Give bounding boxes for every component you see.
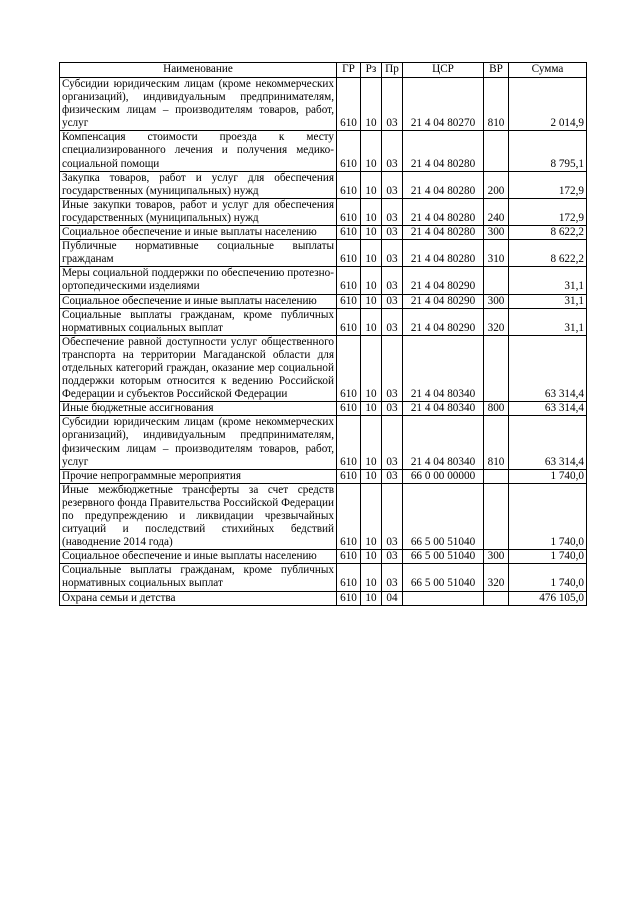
cell-pr: 03 bbox=[382, 483, 403, 549]
cell-vr: 300 bbox=[484, 550, 509, 564]
table-row bbox=[60, 335, 587, 401]
table-row bbox=[60, 416, 587, 469]
header-gr: ГР bbox=[337, 63, 361, 78]
cell-sum: 1 740,0 bbox=[509, 483, 587, 549]
table-row bbox=[60, 469, 587, 483]
cell-vr bbox=[484, 591, 509, 605]
table-row bbox=[60, 267, 587, 294]
cell-csr: 21 4 04 80280 bbox=[403, 198, 484, 225]
cell-rz: 10 bbox=[361, 335, 382, 401]
cell-sum: 63 314,4 bbox=[509, 335, 587, 401]
cell-pr: 03 bbox=[382, 171, 403, 198]
cell-gr: 610 bbox=[337, 171, 361, 198]
cell-vr: 800 bbox=[484, 402, 509, 416]
cell-name: Социальное обеспечение и иные выплаты населению bbox=[60, 294, 337, 308]
cell-rz: 10 bbox=[361, 469, 382, 483]
cell-vr: 240 bbox=[484, 198, 509, 225]
table-row bbox=[60, 171, 587, 198]
cell-gr: 610 bbox=[337, 131, 361, 171]
cell-name: Социальное обеспечение и иные выплаты населению bbox=[60, 550, 337, 564]
cell-csr: 21 4 04 80340 bbox=[403, 335, 484, 401]
cell-sum: 172,9 bbox=[509, 171, 587, 198]
table-row bbox=[60, 131, 587, 171]
cell-csr: 21 4 04 80280 bbox=[403, 171, 484, 198]
cell-vr: 300 bbox=[484, 294, 509, 308]
cell-name: Иные межбюджетные трансферты за счет средств резервного фонда Правительства Российской Федерации по предупреждению и ликвидации чрезвычайных ситуаций и последствий стихийных бедствий (наводнение 2014 года) bbox=[60, 483, 337, 549]
cell-gr: 610 bbox=[337, 198, 361, 225]
cell-name: Публичные нормативные социальные выплаты гражданам bbox=[60, 240, 337, 267]
table-header-row bbox=[60, 63, 587, 78]
table-row bbox=[60, 308, 587, 335]
cell-csr: 66 5 00 51040 bbox=[403, 483, 484, 549]
cell-name: Компенсация стоимости проезда к месту специализированного лечения и получения медико-социальной помощи bbox=[60, 131, 337, 171]
cell-sum: 31,1 bbox=[509, 267, 587, 294]
cell-sum: 8 795,1 bbox=[509, 131, 587, 171]
cell-sum: 8 622,2 bbox=[509, 240, 587, 267]
cell-rz: 10 bbox=[361, 416, 382, 469]
table-row bbox=[60, 294, 587, 308]
cell-csr: 21 4 04 80290 bbox=[403, 267, 484, 294]
cell-sum: 8 622,2 bbox=[509, 226, 587, 240]
cell-pr: 03 bbox=[382, 240, 403, 267]
cell-rz: 10 bbox=[361, 226, 382, 240]
cell-csr: 21 4 04 80280 bbox=[403, 226, 484, 240]
cell-sum: 1 740,0 bbox=[509, 469, 587, 483]
cell-rz: 10 bbox=[361, 591, 382, 605]
cell-name: Социальные выплаты гражданам, кроме публичных нормативных социальных выплат bbox=[60, 308, 337, 335]
cell-sum: 2 014,9 bbox=[509, 78, 587, 131]
cell-csr: 21 4 04 80290 bbox=[403, 308, 484, 335]
cell-csr: 21 4 04 80340 bbox=[403, 402, 484, 416]
table-row bbox=[60, 78, 587, 131]
cell-pr: 03 bbox=[382, 550, 403, 564]
cell-vr: 300 bbox=[484, 226, 509, 240]
cell-gr: 610 bbox=[337, 550, 361, 564]
cell-pr: 03 bbox=[382, 198, 403, 225]
header-csr: ЦСР bbox=[403, 63, 484, 78]
cell-pr: 03 bbox=[382, 335, 403, 401]
cell-rz: 10 bbox=[361, 198, 382, 225]
cell-sum: 63 314,4 bbox=[509, 416, 587, 469]
cell-name: Социальное обеспечение и иные выплаты населению bbox=[60, 226, 337, 240]
cell-sum: 31,1 bbox=[509, 294, 587, 308]
cell-pr: 03 bbox=[382, 416, 403, 469]
table-row bbox=[60, 550, 587, 564]
cell-name: Иные закупки товаров, работ и услуг для обеспечения государственных (муниципальных) нужд bbox=[60, 198, 337, 225]
cell-gr: 610 bbox=[337, 294, 361, 308]
cell-rz: 10 bbox=[361, 131, 382, 171]
cell-name: Иные бюджетные ассигнования bbox=[60, 402, 337, 416]
cell-sum: 172,9 bbox=[509, 198, 587, 225]
cell-name: Социальные выплаты гражданам, кроме публичных нормативных социальных выплат bbox=[60, 564, 337, 591]
cell-gr: 610 bbox=[337, 226, 361, 240]
cell-vr: 310 bbox=[484, 240, 509, 267]
cell-sum: 31,1 bbox=[509, 308, 587, 335]
cell-name: Охрана семьи и детства bbox=[60, 591, 337, 605]
cell-vr bbox=[484, 469, 509, 483]
cell-vr: 320 bbox=[484, 308, 509, 335]
cell-csr bbox=[403, 591, 484, 605]
header-rz: Рз bbox=[361, 63, 382, 78]
header-sum: Сумма bbox=[509, 63, 587, 78]
cell-name: Меры социальной поддержки по обеспечению протезно-ортопедическими изделиями bbox=[60, 267, 337, 294]
cell-name: Субсидии юридическим лицам (кроме некоммерческих организаций), индивидуальным предпринимателям, физическим лицам – производителям товаров, работ, услуг bbox=[60, 416, 337, 469]
table-row bbox=[60, 402, 587, 416]
cell-gr: 610 bbox=[337, 402, 361, 416]
cell-pr: 03 bbox=[382, 78, 403, 131]
cell-vr: 320 bbox=[484, 564, 509, 591]
cell-rz: 10 bbox=[361, 308, 382, 335]
cell-vr: 200 bbox=[484, 171, 509, 198]
cell-gr: 610 bbox=[337, 267, 361, 294]
cell-name: Субсидии юридическим лицам (кроме некоммерческих организаций), индивидуальным предпринимателям, физическим лицам – производителям товаров, работ, услуг bbox=[60, 78, 337, 131]
cell-gr: 610 bbox=[337, 308, 361, 335]
table-row bbox=[60, 483, 587, 549]
table-row bbox=[60, 564, 587, 591]
cell-rz: 10 bbox=[361, 402, 382, 416]
cell-sum: 1 740,0 bbox=[509, 550, 587, 564]
cell-gr: 610 bbox=[337, 335, 361, 401]
cell-rz: 10 bbox=[361, 267, 382, 294]
cell-csr: 21 4 04 80270 bbox=[403, 78, 484, 131]
cell-gr: 610 bbox=[337, 240, 361, 267]
cell-sum: 63 314,4 bbox=[509, 402, 587, 416]
cell-pr: 03 bbox=[382, 308, 403, 335]
table-row bbox=[60, 198, 587, 225]
cell-gr: 610 bbox=[337, 483, 361, 549]
cell-sum: 476 105,0 bbox=[509, 591, 587, 605]
cell-gr: 610 bbox=[337, 564, 361, 591]
table-row bbox=[60, 240, 587, 267]
cell-gr: 610 bbox=[337, 416, 361, 469]
cell-csr: 21 4 04 80290 bbox=[403, 294, 484, 308]
table-row bbox=[60, 591, 587, 605]
cell-csr: 21 4 04 80280 bbox=[403, 240, 484, 267]
cell-pr: 03 bbox=[382, 131, 403, 171]
cell-vr bbox=[484, 335, 509, 401]
cell-name: Закупка товаров, работ и услуг для обеспечения государственных (муниципальных) нужд bbox=[60, 171, 337, 198]
cell-vr bbox=[484, 131, 509, 171]
cell-vr: 810 bbox=[484, 78, 509, 131]
cell-pr: 04 bbox=[382, 591, 403, 605]
cell-rz: 10 bbox=[361, 294, 382, 308]
cell-csr: 66 5 00 51040 bbox=[403, 550, 484, 564]
cell-rz: 10 bbox=[361, 550, 382, 564]
cell-rz: 10 bbox=[361, 483, 382, 549]
cell-pr: 03 bbox=[382, 469, 403, 483]
cell-name: Прочие непрограммные мероприятия bbox=[60, 469, 337, 483]
cell-vr bbox=[484, 267, 509, 294]
cell-pr: 03 bbox=[382, 226, 403, 240]
cell-gr: 610 bbox=[337, 591, 361, 605]
header-pr: Пр bbox=[382, 63, 403, 78]
cell-pr: 03 bbox=[382, 402, 403, 416]
cell-pr: 03 bbox=[382, 294, 403, 308]
cell-gr: 610 bbox=[337, 78, 361, 131]
budget-table bbox=[59, 62, 587, 606]
cell-csr: 66 0 00 00000 bbox=[403, 469, 484, 483]
cell-rz: 10 bbox=[361, 78, 382, 131]
cell-name: Обеспечение равной доступности услуг общественного транспорта на территории Магаданской области для отдельных категорий граждан, оказание мер социальной поддержки которым относится к ведению Российской Федерации и субъектов Российской Федерации bbox=[60, 335, 337, 401]
cell-rz: 10 bbox=[361, 240, 382, 267]
cell-pr: 03 bbox=[382, 267, 403, 294]
cell-csr: 21 4 04 80280 bbox=[403, 131, 484, 171]
table-row bbox=[60, 226, 587, 240]
cell-vr bbox=[484, 483, 509, 549]
header-name: Наименование bbox=[60, 63, 337, 78]
cell-csr: 21 4 04 80340 bbox=[403, 416, 484, 469]
cell-csr: 66 5 00 51040 bbox=[403, 564, 484, 591]
cell-pr: 03 bbox=[382, 564, 403, 591]
cell-sum: 1 740,0 bbox=[509, 564, 587, 591]
header-vr: ВР bbox=[484, 63, 509, 78]
cell-rz: 10 bbox=[361, 564, 382, 591]
cell-gr: 610 bbox=[337, 469, 361, 483]
cell-vr: 810 bbox=[484, 416, 509, 469]
cell-rz: 10 bbox=[361, 171, 382, 198]
table-body bbox=[60, 78, 587, 606]
